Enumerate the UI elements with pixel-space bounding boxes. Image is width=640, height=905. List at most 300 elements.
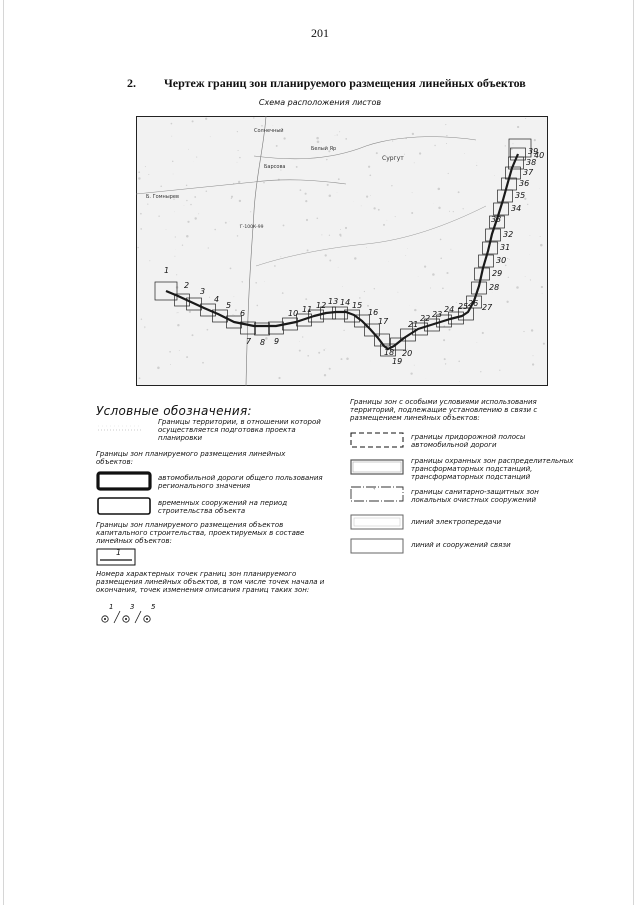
terrain-dot [387, 220, 388, 221]
sheet-number-label: 27 [482, 303, 493, 312]
terrain-dot [225, 222, 227, 224]
terrain-dot [449, 211, 450, 212]
legend-special-item-3: границы санитарно-защитных зон локальных очистных сооружений [411, 488, 539, 504]
terrain-dot [335, 135, 336, 136]
communication-zone-symbol [349, 536, 405, 556]
terrain-dot [534, 139, 536, 141]
terrain-dot [255, 282, 257, 284]
terrain-dot [138, 177, 140, 179]
terrain-dot [265, 337, 268, 340]
sheet-number-label: 18 [384, 348, 395, 357]
section-number: 2. [127, 76, 136, 90]
terrain-dot [177, 313, 178, 314]
terrain-dot [173, 174, 174, 175]
sheet-number-label: 39 [528, 147, 539, 156]
terrain-dot [178, 312, 179, 313]
terrain-dot [186, 235, 189, 238]
terrain-dot [299, 350, 301, 352]
terrain-dot [345, 138, 347, 140]
terrain-dot [499, 370, 500, 371]
substation-zone-symbol [349, 457, 405, 477]
place-label-gomnyrev: Б. Гомнырев [146, 194, 179, 200]
terrain-dot [525, 276, 526, 277]
roadside-strip-symbol [349, 430, 405, 450]
terrain-dot [170, 364, 171, 365]
terrain-dot [373, 207, 375, 209]
terrain-dot [139, 282, 140, 283]
terrain-dot [171, 136, 172, 137]
terrain-dot [296, 166, 298, 168]
terrain-dot [513, 143, 514, 144]
terrain-dot [388, 261, 389, 262]
terrain-dot [444, 325, 446, 327]
terrain-dot [316, 137, 319, 140]
terrain-dot [376, 152, 378, 154]
terrain-dot [444, 358, 446, 360]
terrain-dot [261, 125, 263, 127]
legend-title: Условные обозначения: [96, 404, 252, 418]
terrain-dot [305, 200, 307, 202]
terrain-dot [509, 259, 510, 260]
terrain-dot [392, 140, 393, 141]
terrain-dot [459, 381, 460, 382]
sheet-number-label: 21 [408, 320, 419, 329]
terrain-dot [237, 131, 238, 132]
terrain-dot [144, 326, 145, 327]
sheet-number-label: 4 [214, 295, 220, 304]
terrain-dot [494, 175, 495, 176]
terrain-dot [383, 224, 385, 226]
terrain-dot [329, 194, 332, 197]
terrain-dot [412, 133, 414, 135]
terrain-dot [453, 211, 454, 212]
terrain-dot [367, 305, 369, 307]
terrain-dot [482, 332, 484, 334]
terrain-dot [364, 291, 365, 292]
terrain-dot [419, 152, 421, 154]
terrain-dot [174, 256, 175, 257]
terrain-dot [326, 348, 327, 349]
road-zone-symbol [96, 471, 152, 491]
terrain-dot [182, 245, 183, 246]
terrain-dot [141, 319, 142, 320]
legend-special-item-4: линий электропередачи [411, 518, 502, 526]
terrain-dot [239, 200, 241, 202]
sheet-number-label: 30 [496, 256, 507, 265]
terrain-dot [359, 297, 361, 299]
sheet-number-label: 37 [523, 168, 534, 177]
legend-special-item-5: линий и сооружений связи [411, 541, 511, 549]
terrain-dot [440, 258, 442, 260]
terrain-dot [445, 124, 446, 125]
terrain-dot [177, 324, 179, 326]
terrain-dot [194, 217, 196, 219]
terrain-dot [323, 349, 325, 351]
terrain-dot [517, 126, 519, 128]
sheet-number-label: 38 [526, 158, 537, 167]
sheet-number-label: 33 [491, 215, 502, 224]
terrain-dot [366, 247, 367, 248]
page-number: 201 [311, 26, 329, 40]
terrain-dot [273, 125, 274, 126]
terrain-dot [533, 355, 534, 356]
terrain-dot [531, 329, 533, 331]
terrain-dot [317, 218, 319, 220]
terrain-dot [237, 162, 238, 163]
terrain-dot [242, 282, 243, 283]
terrain-dot [276, 145, 278, 147]
terrain-dot [366, 196, 368, 198]
terrain-dot [317, 141, 320, 144]
terrain-dot [446, 143, 447, 144]
sheet-number-label: 5 [226, 301, 232, 310]
terrain-dot [442, 287, 444, 289]
terrain-dot [395, 216, 396, 217]
terrain-dot [329, 368, 331, 370]
terrain-dot [299, 341, 300, 342]
legend-linear-zones-heading: Границы зон планируемого размещения линейных объектов: [96, 450, 286, 466]
terrain-dot [445, 363, 446, 364]
terrain-dot [340, 235, 342, 237]
legend-points-note: Номера характерных точек границ зон планируемого размещения линейных объектов, в том числе точек начала и окончания, точек изменения описания границ таких зон: [96, 570, 325, 594]
terrain-dot [321, 234, 322, 235]
place-label-surgut: Сургут [382, 155, 404, 162]
terrain-dot [263, 182, 265, 184]
terrain-dot [184, 205, 185, 206]
terrain-dot [434, 145, 435, 146]
terrain-dot [508, 277, 509, 278]
sanitary-zone-symbol [349, 484, 405, 504]
terrain-dot [166, 229, 167, 230]
terrain-dot [305, 193, 307, 195]
terrain-dot [327, 184, 329, 186]
sheet-number-label: 10 [288, 309, 299, 318]
terrain-dot [516, 286, 519, 289]
sheet-number-label: 14 [340, 298, 351, 307]
terrain-dot [477, 342, 478, 343]
sheet-number-label: 22 [420, 314, 431, 323]
terrain-dot [325, 254, 327, 256]
terrain-dot [337, 192, 338, 193]
terrain-dot [541, 286, 543, 288]
terrain-dot [440, 239, 442, 241]
terrain-dot [446, 135, 447, 136]
svg-text:+: + [373, 486, 376, 491]
terrain-dot [214, 229, 216, 231]
terrain-dot [338, 267, 339, 268]
terrain-dot [480, 371, 481, 372]
terrain-dot [239, 157, 240, 158]
terrain-dot [530, 235, 531, 236]
sheet-number-label: 12 [316, 301, 327, 310]
terrain-dot [505, 145, 506, 146]
terrain-dot [140, 213, 142, 215]
terrain-dot [476, 165, 477, 166]
terrain-dot [202, 362, 204, 364]
point-number-3: 3 [130, 603, 135, 611]
terrain-dot [411, 212, 413, 214]
terrain-dot [414, 365, 415, 366]
terrain-dot [369, 174, 371, 176]
legend-capital-heading: Границы зон планируемого размещения объектов капитального строительства, проектируемых в составе линейных объектов: [96, 521, 305, 545]
terrain-dot [190, 204, 192, 206]
sheet-number-label: 40 [534, 151, 545, 160]
terrain-dot [235, 309, 237, 311]
terrain-dot [230, 268, 232, 270]
place-label-road-code: Г-100К-99 [240, 225, 264, 230]
terrain-dot [187, 221, 189, 223]
terrain-dot [194, 196, 196, 198]
terrain-dot [530, 279, 531, 280]
terrain-dot [208, 247, 209, 248]
terrain-dot [231, 198, 232, 199]
terrain-dot [192, 334, 194, 336]
terrain-dot [418, 276, 419, 277]
terrain-dot [450, 249, 451, 250]
map-frame [137, 117, 548, 386]
terrain-dot [443, 339, 445, 341]
sheet-number-label: 34 [511, 204, 522, 213]
terrain-dot [542, 293, 543, 294]
terrain-dot [257, 305, 259, 307]
terrain-dot [414, 309, 416, 311]
terrain-dot [341, 358, 343, 360]
terrain-dot [405, 255, 406, 256]
terrain-dot [370, 195, 371, 196]
terrain-dot [463, 208, 464, 209]
sheet-number-label: 24 [444, 305, 455, 314]
terrain-dot [196, 157, 197, 158]
sheet-number-label: 35 [515, 191, 526, 200]
terrain-dot [283, 224, 285, 226]
terrain-dot [253, 117, 254, 118]
terrain-dot [207, 329, 209, 331]
terrain-dot [209, 297, 210, 298]
terrain-dot [174, 212, 175, 213]
terrain-dot [464, 153, 465, 154]
sheet-number-label: 9 [274, 337, 280, 346]
terrain-dot [238, 181, 240, 183]
terrain-dot [206, 191, 207, 192]
terrain-dot [354, 257, 356, 259]
terrain-dot [404, 154, 405, 155]
sheet-number-label: 3 [200, 287, 206, 296]
legend-road-label: автомобильной дороги общего пользования регионального значения [158, 474, 323, 490]
terrain-dot [339, 131, 340, 132]
terrain-dot [449, 329, 451, 331]
terrain-dot [456, 302, 457, 303]
sheet-number-label: 32 [503, 230, 514, 239]
terrain-dot [458, 361, 460, 363]
terrain-dot [234, 296, 235, 297]
terrain-dot [305, 298, 307, 300]
terrain-dot [189, 311, 191, 313]
terrain-dot [149, 260, 150, 261]
legend-special-item-1: границы придорожной полосы автомобильной дороги [411, 433, 526, 449]
terrain-dot [340, 229, 341, 230]
place-label-bely-yar: Белый Яр [311, 146, 337, 152]
power-line-zone-symbol [349, 512, 405, 532]
terrain-dot [169, 351, 171, 353]
terrain-dot [527, 204, 528, 205]
terrain-dot [397, 292, 398, 293]
terrain-dot [179, 350, 180, 351]
terrain-dot [525, 118, 526, 119]
sheet-number-label: 20 [402, 349, 413, 358]
terrain-dot [329, 235, 330, 236]
terrain-dot [412, 192, 413, 193]
scan-margin-left [3, 0, 4, 905]
terrain-dot [318, 352, 320, 354]
terrain-dot [432, 273, 435, 276]
terrain-dot [186, 185, 187, 186]
sheet-number-label: 6 [240, 309, 246, 318]
sheet-number-label: 11 [302, 305, 313, 314]
terrain-dot [345, 227, 347, 229]
terrain-dot [160, 186, 162, 188]
terrain-dot [361, 206, 362, 207]
terrain-dot [172, 161, 173, 162]
sheet-number-label: 17 [378, 317, 389, 326]
terrain-dot [192, 120, 194, 122]
terrain-dot [145, 166, 146, 167]
territory-boundary-symbol [96, 420, 144, 436]
sheet-number-label: 26 [468, 299, 479, 308]
terrain-dot [186, 200, 187, 201]
terrain-dot [188, 149, 189, 150]
terrain-dot [532, 363, 534, 365]
terrain-dot [307, 249, 309, 251]
place-label-barsova: Барсова [264, 164, 286, 170]
sheet-number-label: 1 [164, 266, 170, 275]
terrain-dot [324, 374, 326, 376]
terrain-dot [378, 209, 380, 211]
terrain-dot [430, 288, 431, 289]
terrain-dot [540, 236, 541, 237]
terrain-dot [342, 286, 343, 287]
terrain-dot [540, 244, 543, 247]
terrain-dot [138, 171, 140, 173]
terrain-dot [306, 219, 308, 221]
terrain-dot [337, 134, 338, 135]
legend-special-heading: Границы зон с особыми условиями использования территорий, подлежащие установлению в связи с размещением линейных объектов: [350, 398, 538, 422]
terrain-dot [237, 235, 239, 237]
legend-special-item-2: границы охранных зон распределительных трансформаторных подстанций, трансформаторных подстанций [411, 457, 574, 481]
terrain-dot [438, 207, 440, 209]
terrain-dot [157, 367, 160, 370]
terrain-dot [506, 301, 508, 303]
terrain-dot [238, 150, 239, 151]
terrain-dot [368, 166, 370, 168]
terrain-dot [137, 247, 138, 248]
terrain-dot [232, 314, 233, 315]
terrain-dot [410, 372, 412, 374]
sheet-number-label: 25 [458, 302, 469, 311]
sheet-layout-map [136, 116, 548, 386]
terrain-dot [343, 330, 344, 331]
sheet-number-label: 7 [246, 337, 252, 346]
terrain-dot [175, 236, 176, 237]
terrain-dot [507, 258, 508, 259]
legend-temporary-label: временных сооружений на период строительства объекта [158, 499, 288, 515]
terrain-dot [283, 137, 285, 139]
scan-margin-right [633, 0, 634, 905]
terrain-dot [539, 188, 540, 189]
sheet-number-label: 28 [489, 283, 500, 292]
terrain-dot [158, 215, 159, 216]
sheet-number-label: 23 [432, 310, 443, 319]
terrain-dot [250, 211, 251, 212]
terrain-dot [140, 228, 142, 230]
terrain-dot [322, 142, 323, 143]
terrain-dot [280, 256, 281, 257]
terrain-dot [391, 185, 392, 186]
point-number-1: 1 [109, 603, 114, 611]
characteristic-points-symbol [98, 605, 158, 625]
terrain-dot [176, 274, 177, 275]
temporary-zone-symbol [96, 496, 152, 516]
terrain-dot [231, 196, 233, 198]
sheet-number-label: 19 [392, 357, 403, 366]
terrain-dot [242, 281, 243, 282]
terrain-dot [205, 118, 207, 120]
legend-sample-number: 1 [116, 548, 122, 557]
terrain-dot [302, 336, 303, 337]
place-label-solnechny: Солнечный [254, 128, 284, 134]
point-number-5: 5 [151, 603, 156, 611]
legend-territory-label: Границы территории, в отношении которой осуществляется подготовка проекта планировки [158, 418, 321, 442]
sheet-number-label: 15 [352, 301, 363, 310]
terrain-dot [511, 148, 513, 150]
sheet-number-label: 31 [500, 243, 511, 252]
terrain-dot [414, 162, 415, 163]
terrain-dot [458, 191, 460, 193]
terrain-dot [338, 178, 340, 180]
terrain-dot [424, 266, 426, 268]
terrain-dot [438, 188, 441, 191]
terrain-dot [171, 123, 173, 125]
terrain-dot [264, 281, 265, 282]
terrain-dot [329, 260, 331, 262]
sheet-number-label: 13 [328, 297, 339, 306]
sheet-number-label: 29 [492, 269, 503, 278]
sheet-number-label: 36 [519, 179, 530, 188]
terrain-dot [148, 174, 149, 175]
terrain-dot [300, 189, 302, 191]
terrain-dot [198, 213, 199, 214]
terrain-dot [147, 204, 148, 205]
terrain-dot [186, 356, 188, 358]
terrain-dot [523, 331, 524, 332]
terrain-dot [448, 173, 449, 174]
terrain-dot [282, 292, 284, 294]
map-subtitle: Схема расположения листов [258, 98, 382, 107]
sheet-number-label: 2 [184, 281, 190, 290]
terrain-dot [346, 357, 349, 360]
terrain-dot [307, 355, 309, 357]
terrain-dot [139, 377, 141, 379]
terrain-dot [210, 136, 211, 137]
terrain-dot [446, 272, 448, 274]
terrain-dot [274, 265, 276, 267]
terrain-dot [326, 159, 327, 160]
terrain-dot [374, 288, 375, 289]
sheet-number-label: 16 [368, 308, 379, 317]
sheet-number-label: 8 [260, 338, 266, 347]
section-title: Чертеж границ зон планируемого размещения линейных объектов [164, 76, 526, 90]
terrain-dot [278, 377, 280, 379]
terrain-dot [407, 248, 408, 249]
